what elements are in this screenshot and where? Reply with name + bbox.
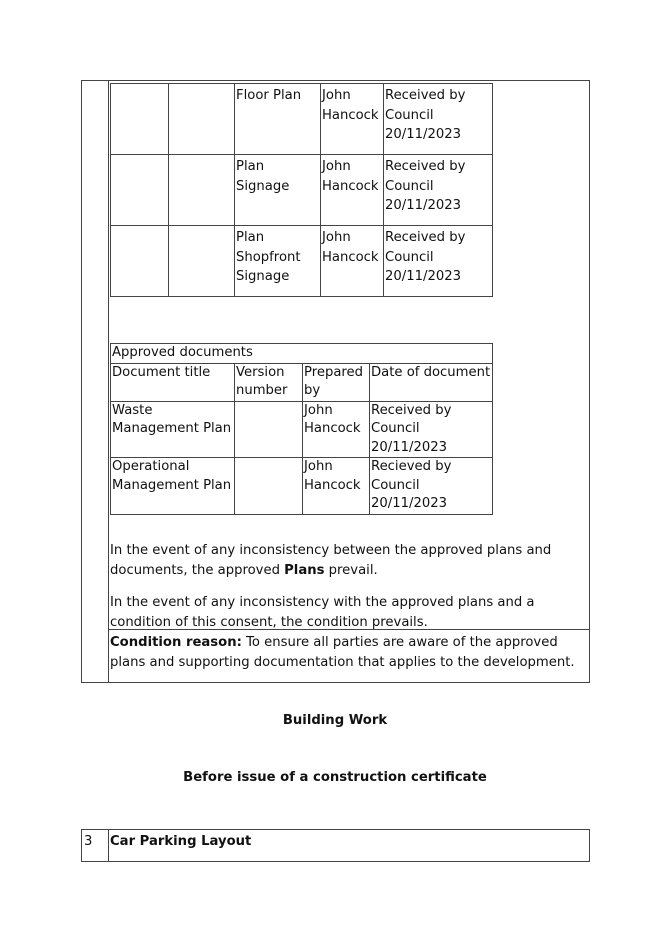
condition-reason-label: Condition reason: — [110, 635, 242, 650]
docs-caption: Approved documents — [111, 344, 493, 364]
docs-header-date: Date of document — [370, 363, 493, 401]
inconsistency-text-after: prevail. — [324, 562, 378, 578]
condition-reason — [110, 633, 588, 672]
section-heading: Building Work — [282, 713, 388, 728]
docs-cell-prepared-by: John Hancock — [303, 401, 370, 458]
plans-cell-title: Plan Signage — [235, 155, 321, 226]
plans-cell-title: Plan Shopfront Signage — [235, 226, 321, 297]
docs-row — [111, 458, 493, 515]
plans-cell-title: Floor Plan — [235, 84, 321, 155]
plans-cell-blank-1 — [111, 155, 169, 226]
plans-cell-date: Received by Council 20/11/2023 — [384, 84, 493, 155]
plans-cell-prepared-by: John Hancock — [321, 84, 384, 155]
condition-3-title: Car Parking Layout — [110, 834, 252, 849]
docs-header-title: Document title — [111, 363, 235, 401]
docs-cell-version — [235, 401, 303, 458]
subsection-heading: Before issue of a construction certificate — [183, 770, 487, 785]
plans-cell-blank-2 — [169, 226, 235, 297]
inconsistency-paragraph-plans — [110, 541, 588, 580]
inconsistency-text-before: In the event of any inconsistency between the approved plans and documents, the approved — [110, 543, 552, 578]
inconsistency-paragraph-condition: In the event of any inconsistency with the approved plans and a condition of this consent, the condition prevails. — [110, 595, 535, 630]
condition-reason-text: To ensure all parties are aware of the approved plans and supporting documentation that applies to the development. — [110, 635, 575, 670]
docs-cell-date: Received by Council 20/11/2023 — [370, 401, 493, 458]
plans-cell-blank-1 — [111, 226, 169, 297]
docs-cell-version — [235, 458, 303, 515]
docs-row — [111, 401, 493, 458]
plans-row — [111, 84, 493, 155]
plans-cell-date: Received by Council 20/11/2023 — [384, 226, 493, 297]
docs-cell-title: Waste Management Plan — [111, 401, 235, 458]
docs-header-prepared: Prepared by — [303, 363, 370, 401]
plans-cell-blank-2 — [169, 155, 235, 226]
condition-3-divider — [108, 829, 109, 862]
docs-header-version: Version number — [235, 363, 303, 401]
plans-row — [111, 226, 493, 297]
condition-number-column-divider — [108, 80, 109, 683]
plans-cell-prepared-by: John Hancock — [321, 226, 384, 297]
approved-plans-table — [110, 83, 493, 297]
docs-cell-prepared-by: John Hancock — [303, 458, 370, 515]
plans-cell-blank-1 — [111, 84, 169, 155]
docs-cell-title: Operational Management Plan — [111, 458, 235, 515]
approved-documents-table — [110, 343, 493, 515]
docs-header-row — [111, 363, 493, 401]
docs-caption-row — [111, 344, 493, 364]
plans-row — [111, 155, 493, 226]
condition-3-number: 3 — [84, 834, 93, 849]
plans-cell-blank-2 — [169, 84, 235, 155]
inconsistency-bold-plans: Plans — [284, 562, 325, 578]
docs-cell-date: Recieved by Council 20/11/2023 — [370, 458, 493, 515]
plans-cell-date: Received by Council 20/11/2023 — [384, 155, 493, 226]
plans-cell-prepared-by: John Hancock — [321, 155, 384, 226]
